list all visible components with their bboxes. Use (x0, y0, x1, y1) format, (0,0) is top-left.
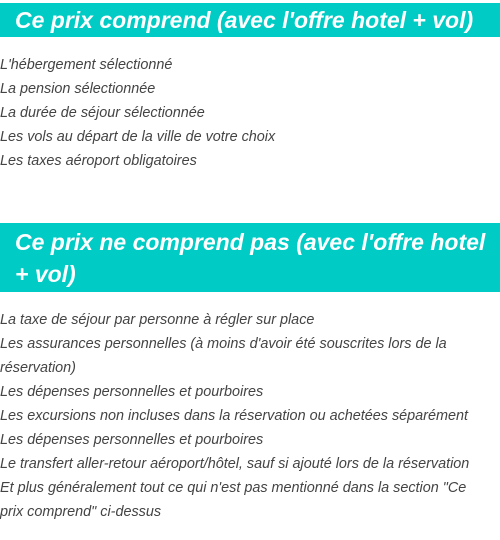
list-item: L'hébergement sélectionné (0, 57, 173, 73)
excluded-section-title: Ce prix ne comprend pas (avec l'offre hotel + vol) (0, 223, 500, 292)
list-item: La taxe de séjour par personne à régler sur place (0, 312, 315, 328)
list-item: Les vols au départ de la ville de votre choix (0, 129, 276, 145)
list-item: Les excursions non incluses dans la réservation ou achetées séparément (0, 408, 468, 424)
list-item: Le transfert aller-retour aéroport/hôtel, sauf si ajouté lors de la réservation (0, 456, 470, 472)
included-list (0, 53, 500, 173)
list-item: Les dépenses personnelles et pourboires (0, 432, 264, 448)
list-item: Les assurances personnelles (à moins d'avoir été souscrites lors de la réservation) (0, 336, 447, 376)
included-section-title: Ce prix comprend (avec l'offre hotel + vol) (0, 3, 500, 37)
list-item: La durée de séjour sélectionnée (0, 105, 205, 121)
list-item: La pension sélectionnée (0, 81, 156, 97)
excluded-list (0, 308, 500, 524)
list-item: Les taxes aéroport obligatoires (0, 153, 197, 169)
list-item: Les dépenses personnelles et pourboires (0, 384, 264, 400)
list-item: Et plus généralement tout ce qui n'est pas mentionné dans la section "Ce prix comprend" ci-dessus (0, 480, 467, 520)
